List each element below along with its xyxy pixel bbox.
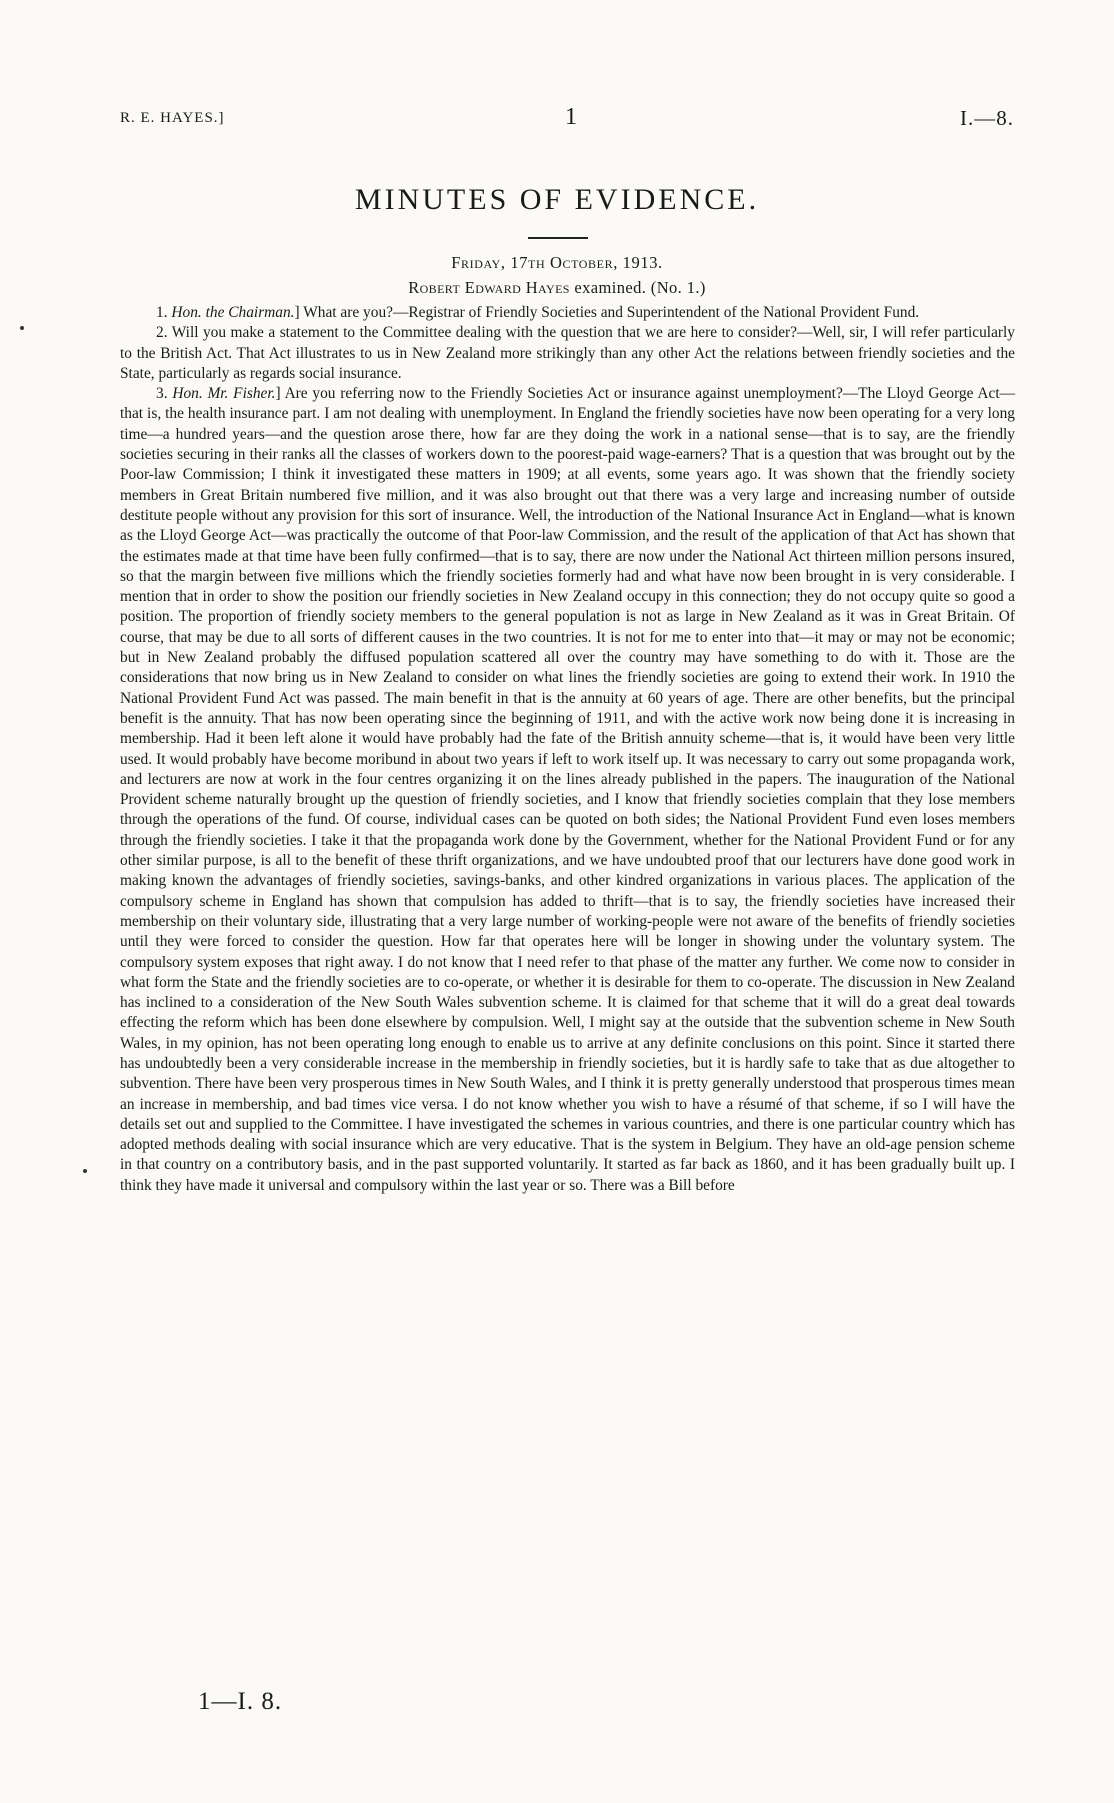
speaker-name: Hon. the Chairman. (171, 304, 295, 321)
paragraph-text: ] What are you?—Registrar of Friendly Societies and Superintendent of the National Provident Fund. (294, 304, 920, 321)
speaker-name: Hon. Mr. Fisher. (172, 385, 276, 403)
question-number: 1. (156, 304, 168, 321)
evidence-paragraph-3 (120, 384, 1015, 1196)
evidence-paragraph-1 (120, 303, 1015, 323)
page-title: MINUTES OF EVIDENCE. (354, 183, 760, 216)
header-witness-name: R. E. HAYES.] (120, 110, 225, 126)
question-number: 2. (156, 324, 168, 342)
title-divider (528, 237, 588, 239)
paper-reference: I.—8. (960, 106, 1014, 130)
question-number: 3. (156, 385, 168, 403)
margin-mark (20, 326, 24, 330)
witness-name: Robert Edward Hayes (408, 278, 570, 297)
sheet-signature: 1—I. 8. (198, 1688, 283, 1715)
witness-line (0, 278, 1114, 298)
paragraph-text: ] Are you referring now to the Friendly Societies Act or insurance against unemployment?—The Lloyd George Act—that is, the health insurance part. I am not dealing with unemployment. In England the friendly societies have now been operating for a very long time—a hundred years—and the question arose there, how far are they doing the work in a national sense—that is to say, are the friendly societies securing in their ranks all the classes of workers down to the poorest-paid wage-earners? That is a question that was brought out by the Poor-law Commission; I think it investigated these matters in 1909; at all events, some years ago. It was shown that the friendly society members in Great Britain numbered five million, and it was also brought out that there was a very large and increasing number of outside destitute people without any provision for this sort of insurance. Well, the introduction of the National Insurance Act in England—what is known as the Lloyd George Act—was practically the outcome of that Poor-law Commission, and the result of the application of that Act has shown that the estimates made at that time have been fully confirmed—that is to say, there are now under the National Act thirteen million persons insured, so that the margin between five millions which the friendly societies formerly had and what have now been brought in is very considerable. I mention that in order to show the position our friendly societies in New Zealand occupy in this connection; they do not occupy quite so good a position. The proportion of friendly society members to the general population is not as large in New Zealand as it was in Great Britain. Of course, that may be due to all sorts of different causes in the two countries. It is not for me to enter into that—it may or may not be economic; but in New Zealand probably the diffused population scattered all over the country may have something to do with it. Those are the considerations that now bring us in New Zealand to consider on what lines the friendly societies are going to extend their work. In 1910 the National Provident Fund Act was passed. The main benefit in that is the annuity at 60 years of age. There are other benefits, but the principal benefit is the annuity. That has now been operating since the beginning of 1911, and with the active work now being done it is increasing in membership. Had it been left alone it would have probably had the fate of the British annuity scheme—that is, it would have been very little used. It would probably have become moribund in about two years if left to work itself up. It was necessary to carry out some propaganda work, and lecturers are now at work in the four centres organizing it on the lines already published in the papers. The inauguration of the National Provident scheme naturally brought up the question of friendly societies, and I know that friendly societies complain that they lose members through the operations of the fund. Of course, individual cases can be quoted on both sides; the National Provident Fund even loses members through the friendly societies. I take it that the propaganda work done by the Government, whether for the National Provident Fund or for any other similar purpose, is all to the benefit of these thrift organizations, and we have undoubted proof that our lecturers have done good work in making known the advantages of friendly societies, savings-banks, and other kindred organizations in various places. The application of the compulsory scheme in England has shown that compulsion has added to thrift—that is to say, the friendly societies have increased their membership on their voluntary side, illustrating that a very large number of working-people were not aware of the benefits of friendly societies until they were forced to consider the question. How far that operates here will be longer in showing under the voluntary system. The compulsory system exposes that right away. I do not know that I need refer to that phase of the matter any further. We come now to consider in what form the State and the friendly societies are to co-operate, or whether it is desirable for them to co-operate. The discussion in New Zealand has inclined to a consideration of the New South Wales subvention scheme. It is claimed for that scheme that it will do a great deal towards effecting the reform which has been done elsewhere by compulsion. Well, I might say at the outside that the subvention scheme in New South Wales, in my opinion, has not been operating long enough to enable us to arrive at any definite conclusions on this point. Since it started there has undoubtedly been a very considerable increase in the membership in friendly societies, but it is hardly safe to take that as due altogether to subvention. There have been very prosperous times in New South Wales, and I think it is pretty generally understood that prosperous times mean an increase in membership, and bad times vice versa. I do not know whether you wish to have a résumé of that scheme, if so I will have the details set out and supplied to the Committee. I have investigated the schemes in various countries, and there is one particular country which has adopted methods dealing with social insurance which are very educative. That is the system in Belgium. They have an old-age pension scheme in that country on a contributory basis, and in the past supported voluntarily. It started as far back as 1860, and it has been gradually built up. I think they have made it universal and compulsory within the last year or so. There was a Bill before (120, 385, 1015, 1194)
witness-suffix: examined. (No. 1.) (569, 278, 706, 297)
evidence-body (120, 303, 1015, 1196)
sitting-date: Friday, 17th October, 1913. (451, 253, 663, 272)
running-header (120, 104, 1014, 134)
paragraph-text: Will you make a statement to the Committee dealing with the question that we are here to consider?—Well, sir, I will refer particularly to the British Act. That Act illustrates to us in New Zealand more strikingly than any other Act the relations between friendly societies and the State, particularly as regards social insurance. (120, 324, 1015, 382)
evidence-paragraph-2 (120, 323, 1015, 384)
page-number: 1 (565, 104, 578, 130)
margin-mark (83, 1169, 87, 1173)
